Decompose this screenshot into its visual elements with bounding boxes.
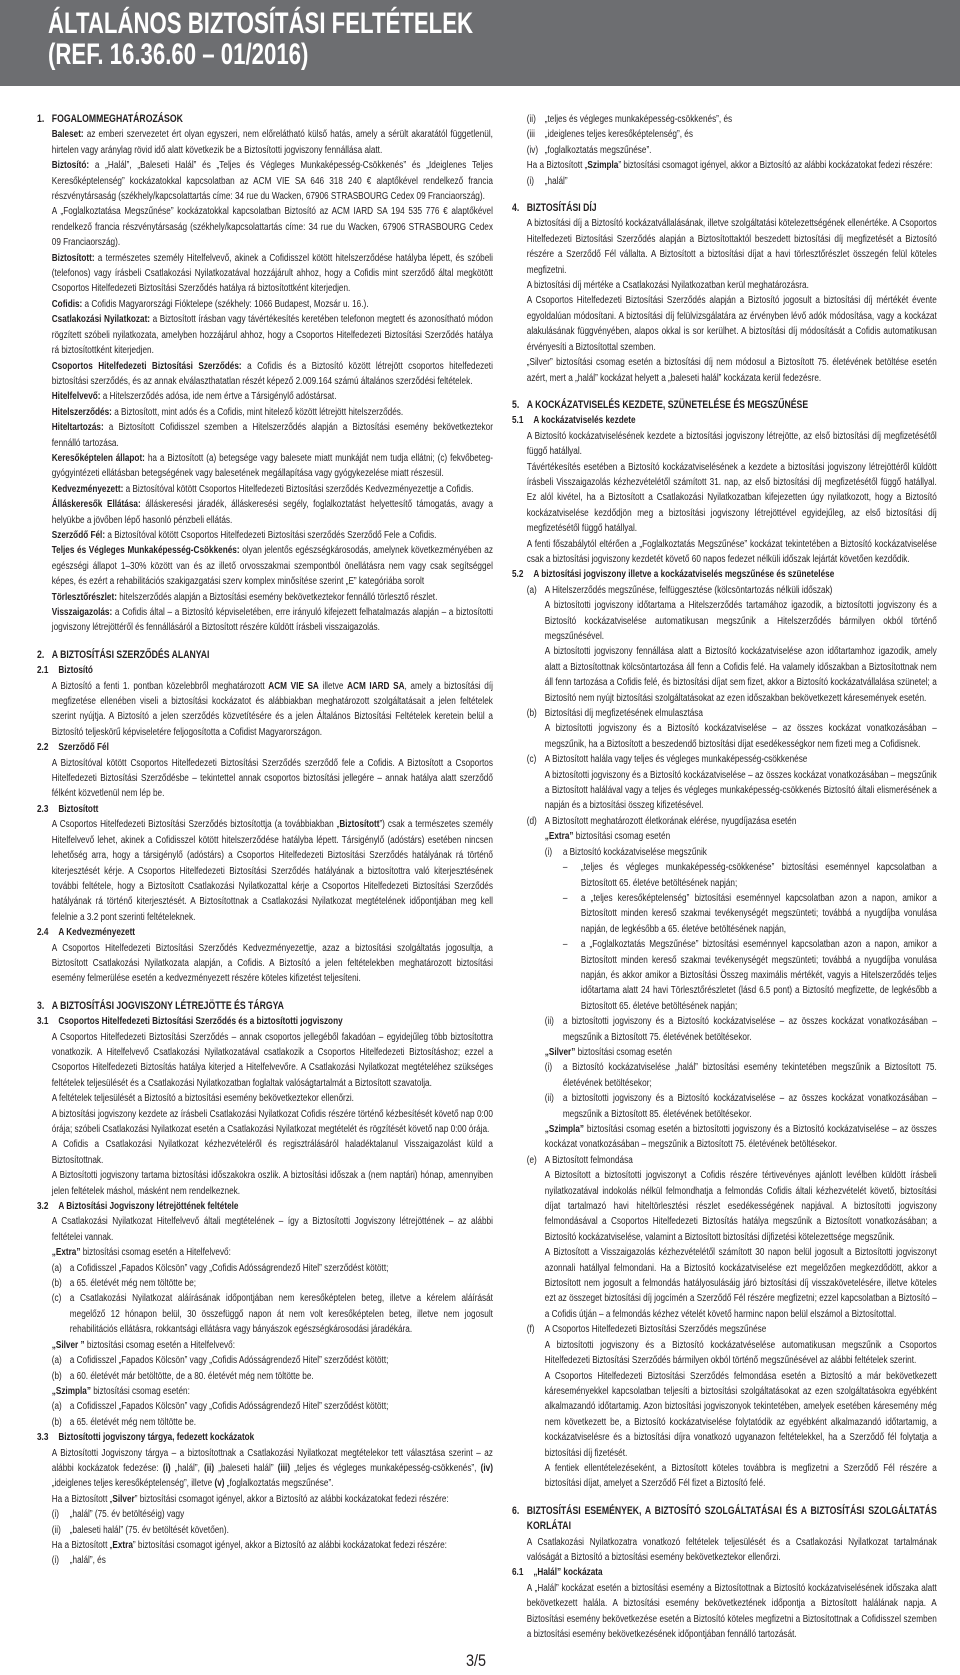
list-marker: (b)	[51, 1370, 62, 1382]
section-number: 2.	[37, 648, 45, 661]
section-spacer	[37, 987, 493, 999]
subsection-title: „Halál” kockázata	[533, 1567, 603, 1579]
text-run: A biztosítotti jogviszony fennállása alatt a Biztosító kockázatviselése azon időtartamhoz igazodik, amely alatt a Biztosítottnak kölcsöntartozása áll fenn a Cofidis felé. Ha valamely időszakban a Biztosítottnak nem áll fenn tartozása a Cofidis felé, és biztosítási díjat sem fizet, akkor a Biztosító kockázatvállalása szünetel; a Biztosító nem nyújt biztosítási szolgáltatásokat az ezen időszakban bekövetkezett káresemények esetén.	[544, 646, 937, 704]
list-item	[512, 174, 937, 189]
paragraph	[52, 1168, 493, 1199]
list-item	[512, 1060, 937, 1091]
text-run: A biztosítási díj mértéke a Csatlakozási Nyilatkozatban kerül meghatározásra.	[526, 280, 809, 292]
document-title	[48, 8, 473, 70]
text-run: A biztosítási díj a Biztosító kockázatvállalásának, illetve szolgáltatási kötelezettségének ellenértéke. A Csoportos Hitelfedezeti Biztosítási Szerződés alapján a Biztosítottaktól beszedett biztosítási díj megfizetését a Biztosító részére a Szerződő Fél vállalta. A Biztosított a biztosítási díjat a havi törlesztőrészlet összegén felül köteles megfizetni.	[526, 218, 937, 276]
paragraph	[545, 1245, 937, 1322]
text-run: a Cofidis Magyarországi Fióktelepe (székhely: 1066 Budapest, Mozsár u. 16.).	[82, 298, 369, 310]
list-item	[512, 127, 937, 142]
subsection-title: Szerződő Fél	[58, 742, 109, 754]
bold-term: „Extra”	[51, 1247, 81, 1259]
section-number: 5.	[512, 398, 520, 411]
list-marker: (iv)	[526, 144, 539, 156]
text-run: biztosítási csomag esetén	[575, 1046, 672, 1058]
paragraph	[545, 1122, 937, 1153]
subsection-number: 2.3	[37, 803, 49, 815]
list-item	[37, 1369, 493, 1384]
text-run: A biztosítotti jogviszony és a Biztosító kockázatviselése – az összes kockázat vonatkozásában – megszűnik a Biztosított halálával vagy a teljes és végleges munkaképesség-csökkenés Biztosító általi elismerésének a napján és a biztosítási összeg kifizetésével.	[544, 769, 937, 812]
text-run: A fenti főszabálytól eltérően a „Foglalkoztatás Megszűnése” kockázat tekintetében a Biztosító kockázatviselése csak a biztosítási jogviszony kezdetét követő 60 napos fedezet nélküli időszak lejártát követően kezdődik.	[526, 538, 937, 565]
list-item-text: „ideiglenes teljes keresőképtelenség”, és	[544, 129, 693, 141]
text-run: A Csoportos Hitelfedezeti Biztosítási Szerződés Kedvezményezettje, azaz a biztosítási szolgáltatás jogosultja, a Biztosított Csatlakozási Nyilatkozata alapján, a Cofidis. A Biztosító a jelen feltételekben meghatározott biztosítási esemény felmerülése esetén a kedvezményezett részére köteles kifizetést teljesíteni.	[51, 942, 493, 985]
text-run: a Cofidis és a Biztosító között létrejött csoportos hitelfedezeti biztosítási szerződés, és az annak elválaszthatatlan részét képező 2.009.164 számú általános szerződési feltételek.	[51, 360, 493, 387]
text-run: A biztosítotti jogviszony és a Biztosító kockázatvéselése automatikusan megszűnik a Csoportos Hitelfedezeti Biztosítási Szerződés bármilyen okból történő megszűnésével az alábbi feltételek szerint.	[544, 1339, 937, 1367]
paragraph	[545, 1045, 937, 1060]
text-run: álláskeresési járadék, álláskeresési segély, foglalkoztatást helyettesítő támogatás, avagy a helyükbe a jövőben lépő hasonló pénzbeli ellátás.	[51, 499, 493, 526]
section-title: A BIZTOSÍTÁSI SZERZŐDÉS ALANYAI	[51, 648, 210, 661]
list-item	[512, 1153, 937, 1168]
subsection-number: 3.3	[37, 1432, 49, 1444]
bold-term: Álláskeresők Ellátása:	[51, 499, 141, 511]
text-run: A Biztosított a Visszaigazolás kézhezvételétől számított 30 napon belül jogosult a Biztosítotti jogviszonyt azonnali hatállyal felmondani. Ha a Biztosító kockázatviselése ezt megelőzően megkezdődött, akkor a Biztosított nem jogosult a felmondás hatályosulásáig járó biztosítási díj visszakövetelésére, illetve köteles ezt az összeget biztosítási díj jogcímén a Szerződő Fél részére megfizetni; ezzel kapcsolatban a Biztosító – a Cofidis útján – a felmondás kézhez vételét követő harminc napon belül elszámol a Biztosítottal.	[544, 1247, 937, 1320]
list-item-text: a Csatlakozási Nyilatkozat aláírásának időpontjában nem keresőképtelen beteg, illetve a kérelem aláírását megelőző 12 hónapon belül, 30 összefüggő napon át nem volt keresőképtelen beteg, illetve nem jogosult rehabilitációs ellátásra, rokkantsági ellátásra vagy bányászok egészségkárosodási járadékára.	[69, 1293, 493, 1336]
subsection-title: Biztosított	[58, 803, 99, 815]
paragraph	[52, 756, 493, 802]
paragraph	[527, 1581, 937, 1643]
list-item	[512, 1091, 937, 1122]
text-run: Ha a Biztosított „	[51, 1539, 113, 1551]
section-number: 1.	[37, 113, 45, 125]
paragraph	[527, 1535, 937, 1566]
text-run: ” biztosítási csomagot igényel, akkor a Biztosító az alábbi kockázatokat fedezi részére:	[618, 160, 933, 172]
bold-term: ACM IARD SA	[347, 680, 405, 692]
text-run: A Csoportos Hitelfedezeti Biztosítási Szerződés felmondása esetén a Biztosító a már bekövetkezett káreseményekkel kapcsolatban teljesíti a biztosítási szolgáltatásokat az ezen szolgáltatásokra egyébként alkalmazandó időtartamig. Azon biztosítási jogviszonyok tekintetében, amelyek esetében káresemény még nem következett be, a Biztosító kockázatviselése folytatódik az egyébként alkalmazandó időtartamig, a kockázatviselésre és a biztosítási díjra vonatkozó ugyanazon feltételekkel, ha a Szerződő fél folytatja a biztosítási díj fizetését.	[544, 1370, 937, 1459]
list-marker: (i)	[544, 1062, 553, 1074]
subsection-number: 5.1	[512, 415, 524, 427]
text-run: A Biztosítotti jogviszony tartama biztosítási időszakokra oszlik. A biztosítási időszak a (nem naptári) hónap, amennyiben jelen feltételek máshol, másként nem rendelkeznek.	[51, 1170, 493, 1197]
subsection-number: 6.1	[512, 1567, 524, 1579]
list-item-text: a 65. életévét még nem töltötte be.	[69, 1416, 197, 1428]
list-marker: (a)	[51, 1262, 62, 1274]
list-item	[37, 1399, 493, 1414]
bold-term: „Szimpla”	[51, 1385, 91, 1397]
text-run: „baleseti halál”	[214, 1462, 278, 1474]
bold-term: Biztosító:	[51, 160, 90, 172]
paragraph	[52, 1384, 493, 1399]
paragraph	[52, 679, 493, 741]
text-run: A Biztosító kockázatviselésének kezdete a biztosítási jogviszony létrejötte, az első biztosítási díj megfizetésétől függő hatállyal.	[526, 430, 937, 458]
paragraph	[52, 1091, 493, 1106]
subsection-heading	[512, 567, 937, 582]
list-item	[512, 143, 937, 158]
text-run: illetve	[318, 680, 348, 692]
list-item-text: „halál”, és	[69, 1555, 106, 1567]
text-run: a Cofidis által – a Biztosító képviseletében, erre irányuló kifejezett felhatalmazás alapján – a biztosítotti jogviszony létrejöttéről és fennállásáról a Biztosított részére küldött írásbeli visszaigazolás.	[51, 607, 493, 634]
list-item	[512, 814, 937, 829]
bold-term: Biztosított:	[51, 252, 95, 264]
bold-term: (iv)	[480, 1462, 493, 1474]
paragraph	[527, 158, 937, 173]
section-title: A KOCKÁZATVISELÉS KEZDETE, SZÜNETELÉSE ÉS MEGSZŰNÉSE	[526, 398, 809, 411]
subsection-number: 2.1	[37, 665, 49, 677]
list-item-text: A Biztosított halála vagy teljes és végleges munkaképesség-csökkenése	[544, 754, 808, 766]
list-marker: (c)	[526, 754, 537, 766]
list-marker: (b)	[51, 1278, 62, 1290]
title-line-2: (REF. 16.36.60 – 01/2016)	[48, 38, 309, 71]
text-run: Ha a Biztosított „	[526, 160, 588, 172]
text-run: biztosítási csomag esetén a Hitelfelvevő:	[84, 1339, 236, 1351]
section-number: 6.	[512, 1504, 520, 1517]
list-item-text: A Biztosított felmondása	[544, 1154, 633, 1166]
text-run: biztosítási csomag esetén:	[90, 1385, 190, 1397]
bold-term: Teljes és Végleges Munkaképesség-Csökkenés:	[51, 545, 240, 557]
paragraph	[527, 460, 937, 537]
list-marker: (a)	[526, 584, 537, 596]
paragraph	[52, 1030, 493, 1092]
list-marker: (ii)	[544, 1016, 554, 1028]
list-item-text: a „teljes keresőképtelenség” biztosítási eseménnyel kapcsolatban azon a napon, amikor a Biztosított minden kereső szakmai tevékenységét megszünteti; továbbá a nyugdíjba vonulása napján, de legkésőbb a 65. életéve betöltésének napján,	[580, 892, 937, 935]
text-run: A biztosítotti jogviszony és a Biztosító kockázatviselése – az összes kockázat vonatkozásában – megszűnik, ha a Biztosított a beszedendő biztosítási díjat esedékességkor nem fizeti meg a Cofidisnek.	[544, 723, 937, 750]
section-spacer	[512, 189, 937, 201]
list-item	[512, 112, 937, 127]
text-run: ” biztosítási csomagot igényel, akkor a Biztosító az alábbi kockázatokat fedezi részére:	[134, 1493, 449, 1505]
paragraph	[545, 598, 937, 644]
paragraph	[545, 1168, 937, 1245]
text-run: biztosítási csomag esetén a biztosítotti jogviszony és a Biztosító kockázatviselése – az összes kockázat vonatkozásában – megszűnik a Biztosított 75. életévének betöltésekor.	[544, 1124, 937, 1151]
text-run: A Csatlakozási Nyilatkozatra vonatkozó feltételek teljesülését és a Csatlakozási Nyilatkozat tartalmának valóságát a Biztosító a biztosítási esemény bekövetkeztekor ellenőrzi.	[526, 1536, 937, 1563]
text-run: A fentiek ellentételezéseként, a Biztosított köteles továbbra is megfizetni a Szerződő Fél részére a biztosítási díjat, amelyet a Szerződő Fél fizet a Biztosító felé.	[544, 1462, 937, 1490]
list-item-text: a 65. életévét még nem töltötte be;	[69, 1278, 197, 1290]
paragraph	[52, 420, 493, 451]
list-marker: (a)	[51, 1355, 62, 1367]
paragraph	[52, 389, 493, 404]
bold-term: (ii)	[204, 1462, 215, 1474]
subsection-title: A Biztosítási Jogviszony létrejöttének feltétele	[58, 1201, 239, 1213]
list-item	[512, 583, 937, 598]
text-run: A Biztosítóval kötött Csoportos Hitelfedezeti Biztosítási Szerződés szerződő fele a Cofidis. A Biztosított a Csoportos Hitelfedezeti Biztosítási Szerződésbe – tekintettel annak csoportos biztosítási jellegére – annak hatálya alatt szerződő félként közvetlenül nem lép be.	[51, 757, 493, 800]
list-item-text: a 60. életévét már betöltötte, de a 80. életévét még nem töltötte be.	[69, 1370, 314, 1382]
bold-term: „Silver ”	[51, 1339, 85, 1351]
section-spacer	[512, 1492, 937, 1504]
subsection-heading	[512, 413, 937, 428]
paragraph	[527, 355, 937, 386]
list-item	[512, 1014, 937, 1045]
text-run: A „Halál” kockázat esetén a biztosítási esemény a Biztosítottnak a Biztosító kockázatviselésének időszaka alatt bekövetkezett halála. A biztosítási esemény bekövetkeztének időpontja a Biztosított halálának napja. A Biztosítási esemény bekövetkezése esetén a Biztosító köteles megfizetni a Biztosítottnak a Cofidisszel szemben a biztosítási esemény bekövetkezésének időpontjában fennálló tartozását.	[526, 1582, 937, 1640]
text-run: , amely a biztosítási díj megfizetése ellenében viseli a biztosítási kockázatot és alábbiakban meghatározott szolgáltatásait a jelen feltételek szerint nyújtja. A Biztosító a jelen szerződés közvetítésére és a jelen Általános Biztosítási Feltételek keretein belül a Biztosító teljeskörű képviseletére feljogosította a Cofidist Magyarországon.	[51, 680, 493, 738]
paragraph	[52, 1538, 493, 1553]
text-run: „foglalkoztatás megszűnése”.	[224, 1478, 334, 1490]
text-run: a Biztosítóval kötött Csoportos Hitelfedezeti Biztosítási szerződés Szerződő Fele a Cofidis.	[105, 529, 437, 541]
section-heading	[512, 201, 937, 216]
bold-term: Silver	[112, 1493, 135, 1505]
list-item-text: a Cofidisszel „Fapados Kölcsön” vagy „Cofidis Adósságrendező Hitel” szerződést kötött;	[69, 1355, 389, 1367]
bold-term: „Silver”	[544, 1046, 576, 1058]
text-run: A Csoportos Hitelfedezeti Biztosítási Szerződés biztosítottja (a továbbiakban „	[51, 819, 340, 831]
section-heading	[512, 398, 937, 413]
list-item	[512, 706, 937, 721]
paragraph	[52, 127, 493, 158]
paragraph	[52, 1245, 493, 1260]
list-marker: (i)	[544, 846, 553, 858]
section-title: FOGALOMMEGHATÁROZÁSOK	[51, 113, 183, 125]
text-run: A Biztosítotti Jogviszony tárgya – a biztosítottnak a Csatlakozási Nyilatkozat megtételekor tett választása szerint – az alábbi kockázatok fedezése:	[51, 1447, 493, 1474]
subsection-title: A kockázatviselés kezdete	[533, 415, 636, 427]
section-heading	[37, 648, 493, 663]
text-run: a természetes személy Hitelfelvevő, akinek a Cofidisszel kötött hitelszerződése hatályba lépett, és szóbeli (telefonos) vagy írásbeli Csatlakozási Nyilatkozatával hozzájárult ahhoz, hogy a Cofidis mint szerződő által megkötött Csoportos Hitelfedezeti Biztosítási Szerződés hatálya rá biztosítottként kiterjedjen.	[51, 252, 493, 295]
paragraph	[545, 1338, 937, 1369]
text-run: Ha a Biztosított „	[51, 1493, 113, 1505]
text-run: olyan jelentős egészségkárosodás, amelynek következményében az egészségi állapot 1–30% között van és az illető orvosszakmai szempontból önellátásra nem vagy csak segítséggel képes, és ezért a rehabilitációs szakigazgatási szerv komplex minősítése szerint „E” kategóriába sorolt	[51, 545, 493, 588]
list-item	[37, 1276, 493, 1291]
paragraph	[52, 590, 493, 605]
paragraph	[52, 497, 493, 528]
list-item	[37, 1523, 493, 1538]
title-line-1: ÁLTALÁNOS BIZTOSÍTÁSI FELTÉTELEK	[48, 7, 474, 40]
subsection-title: Biztosító	[58, 665, 93, 677]
list-marker: (iii	[526, 129, 535, 141]
paragraph	[52, 297, 493, 312]
paragraph	[52, 1338, 493, 1353]
list-item-text: a Biztosító kockázatviselése megszűnik	[562, 846, 707, 858]
text-run: a Biztosítóval kötött Csoportos Hitelfedezeti Biztosítási szerződés Kedvezményezettje a Cofidis.	[123, 483, 474, 495]
list-item-text: A Hitelszerződés megszűnése, felfüggesztése (kölcsöntartozás nélküli időszak)	[544, 584, 833, 596]
list-marker: (b)	[526, 708, 537, 720]
list-item	[37, 1415, 493, 1430]
paragraph	[52, 1492, 493, 1507]
paragraph	[52, 605, 493, 636]
paragraph	[52, 528, 493, 543]
list-item-text: „foglalkoztatás megszűnése”.	[544, 144, 652, 156]
paragraph	[52, 158, 493, 204]
paragraph	[52, 1107, 493, 1138]
dash-list-item	[512, 891, 937, 937]
paragraph	[545, 1461, 937, 1492]
list-item-text: „halál”	[544, 175, 568, 187]
list-marker: (i)	[526, 175, 535, 187]
paragraph	[52, 359, 493, 390]
text-run: ha a Biztosított (a) betegsége vagy balesete miatt munkáját nem tudja ellátni; (c) fekvőbeteg-gyógyintézeti ellátásban betegségének vagy balesetének megállapítása vagy gyógykezelése miatt részesül.	[51, 452, 493, 480]
text-run: a Biztosított, mint adós és a Cofidis, mint hitelező között létrejött hitelszerződés.	[111, 406, 404, 418]
subsection-heading	[37, 740, 493, 755]
subsection-heading	[37, 1014, 493, 1029]
bold-term: ACM VIE SA	[268, 680, 319, 692]
list-item-text: a Cofidisszel „Fapados Kölcsön” vagy „Cofidis Adósságrendező Hitel” szerződést kötött;	[69, 1401, 389, 1413]
text-run: A Csoportos Hitelfedezeti Biztosítási Szerződés alapján a Biztosító jogosult a biztosítási díj mértékét évente egyoldalúan módosítani. A biztosítási díj felülvizsgálatára az érvényben lévő adók módosítása, vagy a kockázat alakulásának függvényében, alapos okkal is sor kerülhet. A biztosítási díj módosítását a Cofidis automatikusan érvényesíti a Biztosítottal szemben.	[526, 295, 937, 353]
section-heading	[37, 999, 493, 1014]
list-item-text: A Biztosított meghatározott életkorának elérése, nyugdíjazása esetén	[544, 815, 797, 827]
paragraph	[52, 1446, 493, 1492]
subsection-number: 2.4	[37, 927, 49, 939]
section-title: BIZTOSÍTÁSI DÍJ	[526, 202, 597, 215]
paragraph	[545, 768, 937, 814]
paragraph	[52, 451, 493, 482]
list-marker: (i)	[51, 1509, 60, 1521]
dash-list-item	[512, 937, 937, 1014]
text-run: A „Foglalkoztatása Megszűnése” kockázatokkal kapcsolatban Biztosító az ACM IARD SA 194 535 776 € alaptőkével rendelkező francia részvénytársaság (székhely/kapcsolattartás címe: 34 rue du Wacken, 67906 STRASBOURG Cedex 09 Franciaország).	[51, 206, 493, 249]
text-run: A feltételek teljesülését a Biztosító a biztosítási esemény bekövetkeztekor ellenőrzi.	[51, 1093, 354, 1105]
bold-term: Baleset:	[51, 129, 84, 141]
paragraph	[52, 312, 493, 358]
list-item	[512, 845, 937, 860]
subsection-title: Biztosítotti jogviszony tárgya, fedezett kockázatok	[58, 1432, 255, 1444]
text-run: hitelszerződés alapján a Biztosítási esemény bekövetkeztekor fennálló törlesztő részlet.	[116, 591, 438, 603]
list-marker: (f)	[526, 1324, 535, 1336]
text-run: A biztosítotti jogviszony időtartama a Hitelszerződés tartamához igazodik, a biztosítotti jogviszony és a Biztosító kockázatviselése automatikusan megszűnik a Hitelszerződés bármilyen okból történő megszűnésével.	[544, 600, 937, 642]
bold-term: Csatlakozási Nyilatkozat:	[51, 314, 151, 326]
list-marker: –	[562, 939, 568, 951]
bold-term: Keresőképtelen állapot:	[51, 452, 145, 464]
section-heading	[512, 1504, 937, 1535]
list-marker: (a)	[51, 1401, 62, 1413]
list-marker: (ii)	[544, 1093, 554, 1105]
bold-term: Extra	[112, 1539, 133, 1551]
list-item-text: A Csoportos Hitelfedezeti Biztosítási Szerződés megszűnése	[544, 1324, 767, 1336]
section-number: 4.	[512, 202, 520, 215]
list-item-text: a „Foglalkoztatás Megszűnése” biztosítási eseménnyel kapcsolatban azon a napon, amikor a Biztosított minden kereső szakmai tevékenységét megszünteti; továbbá a nyugdíjba vonulása napján, és akkor amikor a Biztosítási Összeg maximális mértékét, vagyis a Hitelszerződés teljes időtartama alatt 24 havi Törlesztőrészletet (lásd 6.5 pont) a Biztosító megfizette, de legkésőbb a Biztosított 65. életéve betöltésének napján;	[580, 939, 937, 1012]
list-item-text: a biztosítotti jogviszony és a Biztosító kockázatviselése – az összes kockázat vonatkozásában – megszűnik a Biztosított 75. életévének betöltésekor.	[562, 1016, 937, 1043]
subsection-number: 3.1	[37, 1016, 49, 1028]
paragraph	[52, 251, 493, 297]
paragraph	[527, 216, 937, 278]
bold-term: Kedvezményezett:	[51, 483, 124, 495]
paragraph	[545, 1369, 937, 1461]
text-run: „ideiglenes teljes keresőképtelenség”, illetve	[51, 1478, 215, 1490]
bold-term: (v)	[214, 1478, 225, 1490]
list-marker: (e)	[526, 1154, 537, 1166]
text-run: A Csoportos Hitelfedezeti Biztosítási Szerződés – annak csoportos jellegéből fakadóan – egyidejűleg több biztosítottra vonatkozik. A Hitelfelvevő Csatlakozási Nyilatkozatával csatlakozik a Csoportos Hitelfedezeti Biztosításhoz; ezzel a Csoportos Hitelfedezeti Biztosítás hatálya kiterjed a Hitelfelvevőre. A Csatlakozási Nyilatkozat megtételéhez szükséges feltételek teljesülését és a Csatlakozási Nyilatkozatban foglaltak valóságtartalmát a Biztosított szavatolja.	[51, 1031, 493, 1089]
text-run: a Biztosított írásban vagy távértékesítés keretében telefonon megtett és azonosítható módon rögzített szóbeli nyilatkozata, amelyben hozzájárul ahhoz, hogy a Csoportos Hitelfedezeti Biztosítási Szerződés hatálya rá biztosítottként kiterjedjen.	[51, 314, 493, 357]
text-run: A Cofidis a Csatlakozási Nyilatkozat kézhezvételéről és regisztrálásáról haladéktalanul Visszaigazolást küld a Biztosítottnak.	[51, 1139, 493, 1166]
list-item	[512, 752, 937, 767]
section-title: A BIZTOSÍTÁSI JOGVISZONY LÉTREJÖTTE ÉS TÁRGYA	[51, 999, 284, 1012]
paragraph	[52, 1214, 493, 1245]
paragraph	[52, 817, 493, 925]
text-run: biztosítási csomag esetén	[573, 831, 671, 843]
left-column	[37, 112, 493, 1569]
list-item-text: a biztosítotti jogviszony és a Biztosító kockázatviselése – az összes kockázat vonatkozásában – megszűnik a Biztosított 85. életévének betöltésekor.	[562, 1093, 937, 1120]
page-number: 3/5	[466, 1651, 487, 1670]
document-header-band	[0, 0, 960, 86]
paragraph	[545, 829, 937, 844]
text-run: biztosítási csomag esetén a Hitelfelvevő:	[80, 1247, 231, 1259]
text-run: A Csatlakozási Nyilatkozat Hitelfelvevő általi megtételének – így a Biztosítotti Jogviszony létrejöttének – az alábbi feltételei vannak.	[51, 1216, 493, 1243]
subsection-heading	[37, 925, 493, 940]
subsection-heading	[37, 1199, 493, 1214]
section-spacer	[37, 636, 493, 648]
subsection-heading	[37, 802, 493, 817]
list-item-text: „baleseti halál” (75. év betöltését követően).	[69, 1524, 229, 1536]
section-heading	[37, 112, 493, 127]
text-run: a „Halál”, „Baleseti Halál” és „Teljes és Végleges Munkaképesség-Csökkenés” és „Ideiglenes Teljes Keresőképtelenség” kockázatokkal kapcsolatban az ACM VIE SA 646 318 240 € alaptőkével rendelkező francia részvénytársaság (székhely/kapcsolattartás címe: 34 rue du Wacken, 67906 STRASBOURG Cedex 09 Franciaország).	[51, 160, 493, 203]
section-spacer	[512, 386, 937, 398]
text-run: a Biztosított Cofidisszel szemben a Hitelszerződés alapján a Biztosítási esemény bekövetkeztekor fennálló tartozása.	[51, 422, 493, 449]
paragraph	[545, 721, 937, 752]
list-marker: (ii)	[51, 1524, 61, 1536]
list-marker: –	[562, 892, 568, 904]
bold-term: Szerződő Fél:	[51, 529, 106, 541]
bold-term: Szimpla	[587, 160, 619, 172]
bold-term: Csoportos Hitelfedezeti Biztosítási Szerződés:	[51, 360, 242, 372]
paragraph	[52, 941, 493, 987]
bold-term: „Extra”	[544, 831, 574, 843]
text-run: A Biztosított a biztosítotti jogviszonyt a Cofidis részére tértivevényes ajánlott levélben küldött írásbeli nyilatkozatával indokolás nélkül felmondhatja a felmondás Cofidis általi kézhezvételét követő, biztosítási díjat tartalmazó havi hiteltörlesztési részlet esedékességének napjával. A biztosítotti jogviszony felmondásával a Csoportos Hitelfedezeti Biztosítás hatálya megszűnik a Biztosított vonatkozásában; a Biztosító kockázatviselése, valamint a Biztosított biztosítási díjfizetési kötelezettsége megszűnik.	[544, 1170, 937, 1243]
bold-term: Biztosított	[339, 819, 380, 831]
subsection-title: A biztosítási jogviszony illetve a kockázatviselés megszűnése és szünetelése	[533, 569, 835, 581]
list-item-text: „halál” (75. év betöltéséig) vagy	[69, 1509, 185, 1521]
list-item	[37, 1291, 493, 1337]
list-marker: –	[562, 862, 568, 874]
bold-term: Hiteltartozás:	[51, 422, 104, 434]
paragraph	[52, 1137, 493, 1168]
paragraph	[527, 429, 937, 460]
list-item-text: Biztosítási díj megfizetésének elmulasztása	[544, 708, 703, 720]
section-title: BIZTOSÍTÁSI ESEMÉNYEK, A BIZTOSÍTÓ SZOLGÁLTATÁSAI ÉS A BIZTOSÍTÁSI SZOLGÁLTATÁS KORLÁTAI	[526, 1504, 937, 1533]
text-run: a Hitelszerződés adósa, ide nem értve a Társigénylő adóstársat.	[100, 391, 337, 403]
text-run: „Silver” biztosítási csomag esetén a biztosítási díj nem módosul a Biztosított 75. életévének betöltése esetén azért, mert a „halál” kockázat helyett a „baleseti halál” kockázata kerül fedezésre.	[526, 357, 937, 384]
bold-term: Hitelszerződés:	[51, 406, 112, 418]
bold-term: Cofidis:	[51, 298, 83, 310]
text-run: az emberi szervezetet ért olyan egyszeri, nem előrelátható külső hatás, amely a sérült akaratától függetlenül, hirtelen vagy aránylag rövid idő alatt következik be a Biztosítotti jogviszony fennállása alatt.	[51, 129, 493, 156]
paragraph	[52, 204, 493, 250]
subsection-number: 5.2	[512, 569, 524, 581]
list-item	[512, 1322, 937, 1337]
paragraph	[527, 278, 937, 293]
list-marker: (i)	[51, 1555, 60, 1567]
bold-term: (iii)	[277, 1462, 291, 1474]
dash-list-item	[512, 860, 937, 891]
list-marker: (d)	[526, 815, 537, 827]
list-item	[37, 1507, 493, 1522]
subsection-title: A Kedvezményezett	[58, 927, 136, 939]
bold-term: Visszaigazolás:	[51, 607, 113, 618]
subsection-heading	[37, 1430, 493, 1445]
subsection-heading	[512, 1565, 937, 1580]
paragraph	[52, 543, 493, 589]
list-item	[37, 1353, 493, 1368]
text-run: A Biztosító a fenti 1. pontban közelebbről meghatározott	[51, 680, 269, 692]
bold-term: (i)	[162, 1462, 171, 1474]
list-marker: (c)	[51, 1293, 62, 1305]
paragraph	[527, 293, 937, 355]
text-run: ” biztosítási csomagot igényel, akkor a Biztosító az alábbi kockázatokat fedezi részére:	[132, 1539, 447, 1551]
list-item-text: „teljes és végleges munkaképesség-csökkenés”, és	[544, 114, 733, 125]
list-marker: (ii)	[526, 114, 536, 125]
paragraph	[527, 537, 937, 568]
subsection-heading	[37, 663, 493, 678]
subsection-number: 3.2	[37, 1201, 49, 1213]
subsection-number: 2.2	[37, 742, 49, 754]
paragraph	[545, 644, 937, 706]
list-item	[37, 1553, 493, 1568]
text-run: „teljes és végleges munkaképesség-csökkenés”,	[290, 1462, 481, 1474]
subsection-title: Csoportos Hitelfedezeti Biztosítási Szerződés és a biztosítotti jogviszony	[58, 1016, 343, 1028]
text-run: Távértékesítés esetében a Biztosító kockázatviselésének a kezdete a biztosítási jogviszony létrejöttéről küldött írásbeli Visszaigazolás kézhezvételétől számított 31. nap, az első biztosítási díj megfizetésétől függő hatállyal. Ez alól kivétel, ha a Biztosított a Csatlakozási Nyilatkozatban kifejezetten úgy nyilatkozott, hogy a Biztosító kockázatviselése kezdődjön meg a biztosítási jogviszony létrejöttével egyidejűleg, az első biztosítási díj megfizetésétől függő hatállyal.	[526, 461, 937, 535]
right-column	[512, 112, 937, 1642]
bold-term: Hitelfelvevő:	[51, 391, 101, 403]
paragraph	[52, 482, 493, 497]
bold-term: „Szimpla”	[544, 1124, 584, 1135]
list-item	[37, 1261, 493, 1276]
list-item-text: a Cofidisszel „Fapados Kölcsön” vagy „Cofidis Adósságrendező Hitel” szerződést kötött;	[69, 1262, 389, 1274]
list-marker: (b)	[51, 1416, 62, 1428]
list-item-text: a Biztosító kockázatviselése „halál” biztosítási esemény tekintetében megszűnik a Biztosított 75. életévének betöltésekor;	[562, 1062, 937, 1089]
bold-term: Törlesztőrészlet:	[51, 591, 117, 603]
list-item-text: „teljes és végleges munkaképesség-csökkenése” biztosítási eseménnyel kapcsolatban a Biztosított 65. életéve betöltésének napján;	[580, 862, 937, 889]
paragraph	[52, 405, 493, 420]
text-run: ”) csak a természetes személy Hitelfelvevő lehet, akinek a Cofidisszel kötött hitelszerződése hatályba lépett. Társigénylő (adóstárs) esetében nincsen lehetőség arra, hogy a társigénylő (adóstárs) a Csoportos Hitelfedezeti Biztosítási Szerződés hatályának rá történő kiterjesztését kérje. A Csoportos Hitelfedezeti Biztosítási Szerződés hatályának a biztosítottra való kiterjesztésének további feltétele, hogy a Biztosított Csatlakozási Nyilatkozattal kérje a Csoportos Hitelfedezeti Biztosítási Szerződés hatályának rá történő kiterjesztését. A Biztosítottnak a Csatlakozási Nyilatkozat megtételének időpontjában meg kell felelnie a 3.2 pont szerinti feltételeknek.	[51, 819, 493, 923]
section-number: 3.	[37, 999, 45, 1012]
text-run: „halál”,	[170, 1462, 205, 1474]
text-run: A biztosítási jogviszony kezdete az írásbeli Csatlakozási Nyilatkozat Cofidis részére történő kézbesítését követő nap 0:00 órája; szóbeli Csatlakozási Nyilatkozat esetén a Csatlakozási Nyilatkozat megtételét és rögzítését követő nap 0:00 órája.	[51, 1108, 493, 1135]
